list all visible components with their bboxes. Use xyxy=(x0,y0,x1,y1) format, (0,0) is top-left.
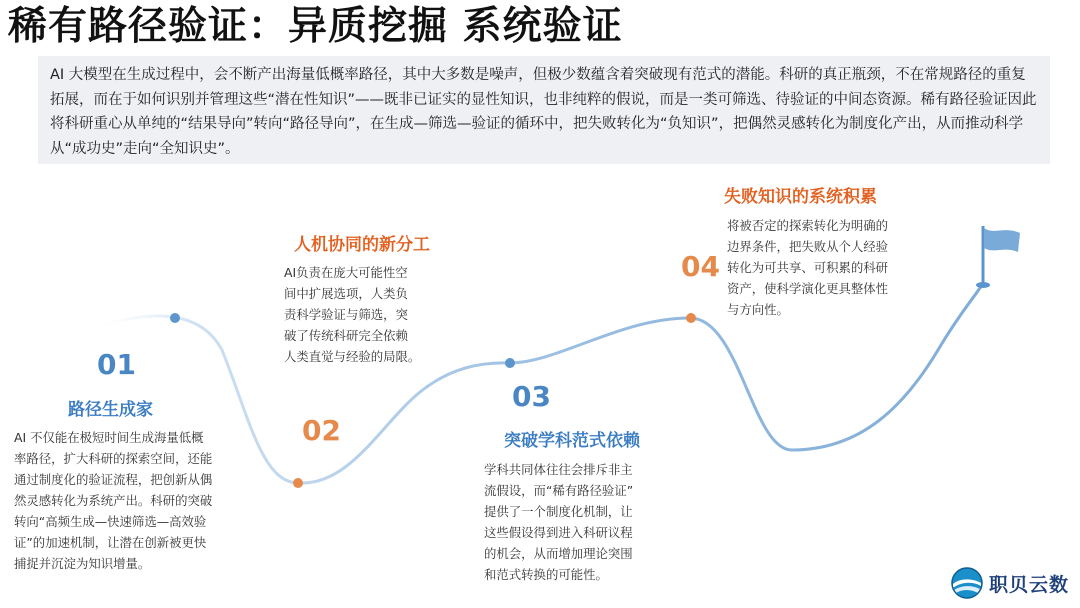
step-04-desc: 将被否定的探索转化为明确的 边界条件，把失败从个人经验 转化为可共享、可积累的科研 资产，使科学演化更具整体性 与方向性。 xyxy=(727,218,889,317)
brand-logo xyxy=(950,565,1075,601)
step-01-desc: AI 不仅能在极短时间生成海量低概 率路径，扩大科研的探索空间，还能 通过制度化的验证流程，把创新从偶 然灵感转化为系统产出。科研的突破 转向“高频生成—快速筛选—高效验 证”的加速机制，让潜在创新被更快 捕捉并沉淀为知识增量。 xyxy=(14,430,213,571)
node-02 xyxy=(293,478,303,488)
step-02-desc: AI负责在庞大可能性空 间中扩展选项，人类负 责科学验证与筛选，突 破了传统科研完全依赖 人类直觉与经验的局限。 xyxy=(284,265,421,364)
page-title: 稀有路径验证：异质挖掘 系统验证 xyxy=(8,4,623,49)
step-04-number: 04 xyxy=(681,250,720,283)
flag-icon xyxy=(976,226,1020,288)
step-02-number: 02 xyxy=(302,414,341,447)
step-02-title: 人机协同的新分工 xyxy=(294,235,430,255)
intro-box: AI 大模型在生成过程中，会不断产出海量低概率路径，其中大多数是噪声，但极少数蕴含着突破现有范式的潜能。科研的真正瓶颈，不在常规路径的重复拓展，而在于如何识别并管理这些“潜在性知识”——既非已证实的显性知识，也非纯粹的假说，而是一类可筛选、待验证的中间态资源。稀有路径验证因此将科研重心从单纯的“结果导向”转向“路径导向”，在生成—筛选—验证的循环中，把失败转化为“负知识”，把偶然灵感转化为制度化产出，从而推动科学从“成功史”走向“全知识史”。 xyxy=(38,56,1050,164)
step-04-title: 失败知识的系统积累 xyxy=(724,187,877,207)
step-01-number: 01 xyxy=(97,348,136,381)
step-03-desc: 学科共同体往往会排斥非主 流假设，而“稀有路径验证” 提供了一个制度化机制，让 这些假设得到进入科研议程 的机会，从而增加理论突围 和范式转换的可能性。 xyxy=(484,462,634,582)
step-01-title: 路径生成家 xyxy=(68,400,153,420)
node-04 xyxy=(686,313,696,323)
logo-text: 职贝云数 xyxy=(989,573,1070,596)
step-03-number: 03 xyxy=(512,380,551,413)
globe-logo-icon xyxy=(950,566,984,600)
node-01 xyxy=(170,313,180,323)
node-03 xyxy=(505,358,515,368)
step-03-title: 突破学科范式依赖 xyxy=(504,431,640,451)
